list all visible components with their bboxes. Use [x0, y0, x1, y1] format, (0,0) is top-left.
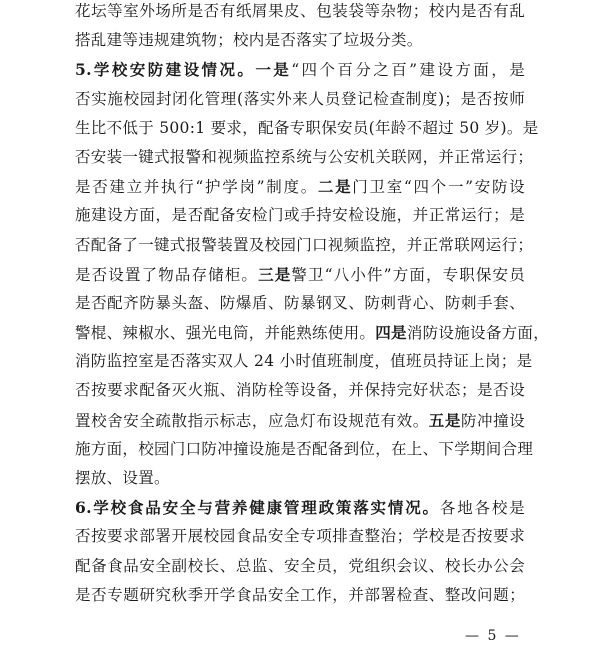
text-line: [75, 0, 525, 26]
text-line: [75, 85, 525, 114]
text-segment: 警卫“八小件”方面，专职保安员: [291, 265, 525, 284]
text-segment: 是否设置了物品存储柜。: [75, 265, 259, 284]
text-segment: “四个百分之百”建设方面，是: [291, 61, 525, 80]
bold-text: 五是: [428, 410, 461, 430]
bold-text: 二是: [317, 177, 353, 197]
page-number: — 5 —: [465, 628, 521, 644]
text-segment: 消防设施设备方面，: [406, 324, 550, 343]
text-segment: 否安装一键式报警和视频监控系统与公安机关联网，并正常运行；: [75, 147, 534, 166]
text-segment: 是否专题研究秋季开学食品安全工作，并部署检查、整改问题；: [75, 585, 525, 604]
text-segment: 否实施校园封闭化管理(落实外来人员登记检查制度)；是否按师: [75, 89, 525, 108]
text-line: [75, 289, 525, 318]
text-segment: 否配备了一键式报警装置及校园门口视频监控，并正常联网运行；: [75, 235, 534, 254]
text-line: [75, 464, 525, 493]
text-segment: 否按要求部署开展校园食品安全专项排查整治；学校是否按要求: [75, 527, 525, 546]
text-segment: 摆放、设置。: [75, 469, 170, 487]
text-line: [75, 318, 550, 347]
text-line: [75, 114, 539, 143]
bold-text: 三是: [258, 264, 292, 284]
text-line: [75, 376, 525, 405]
text-line: [75, 493, 525, 522]
text-segment: 各地各校是: [439, 499, 525, 518]
text-segment: 是否建立并执行“护学岗”制度。: [75, 178, 318, 197]
text-segment: 花坛等室外场所是否有纸屑果皮、包装袋等杂物；校内是否有乱: [75, 2, 525, 20]
text-line: [75, 172, 525, 201]
bold-text: 6.学校食品安全与营养健康管理政策落实情况。: [75, 498, 440, 518]
text-line: [75, 143, 534, 172]
text-line: [75, 347, 533, 376]
text-segment: 施方面，校园门口防冲撞设施是否配备到位，在上、下学期间合理: [75, 439, 534, 458]
text-line: [75, 435, 534, 464]
text-segment: 置校舍安全疏散指示标志，应急灯布设规范有效。: [75, 411, 429, 430]
text-segment: 防冲撞设: [460, 411, 525, 430]
text-line: [75, 552, 525, 581]
text-segment: 警棍、辣椒水、强光电筒，并能熟练使用。: [75, 324, 376, 343]
text-line: [75, 522, 525, 551]
text-segment: 门卫室“四个一”安防设: [352, 178, 525, 197]
text-line: [75, 260, 525, 289]
text-segment: 配备食品安全副校长、总监、安全员，党组织会议、校长办公会: [75, 556, 525, 575]
text-line: [75, 201, 525, 230]
text-segment: 生比不低于 500:1 要求，配备专职保安员(年龄不超过 50 岁)。是: [75, 118, 539, 137]
text-line: [75, 55, 525, 84]
text-segment: 消防监控室是否落实双人 24 小时值班制度，值班员持证上岗；是: [75, 352, 533, 371]
text-line: [75, 581, 525, 610]
text-segment: 是否配齐防暴头盔、防爆盾、防暴钢叉、防刺背心、防刺手套、: [75, 293, 525, 312]
text-line: [75, 406, 525, 435]
text-segment: 否按要求配备灭火瓶、消防栓等设备，并保持完好状态；是否设: [75, 381, 525, 400]
body-text: [75, 0, 550, 610]
bold-text: 一是: [255, 60, 292, 80]
text-line: [75, 231, 534, 260]
text-line: [75, 26, 525, 55]
text-segment: 施建设方面，是否配备安检门或手持安检设施，并正常运行；是: [75, 206, 525, 225]
text-segment: 搭乱建等违规建筑物；校内是否落实了垃圾分类。: [75, 31, 423, 50]
bold-text: 四是: [375, 323, 407, 343]
bold-text: 5.学校安防建设情况。: [75, 60, 256, 80]
